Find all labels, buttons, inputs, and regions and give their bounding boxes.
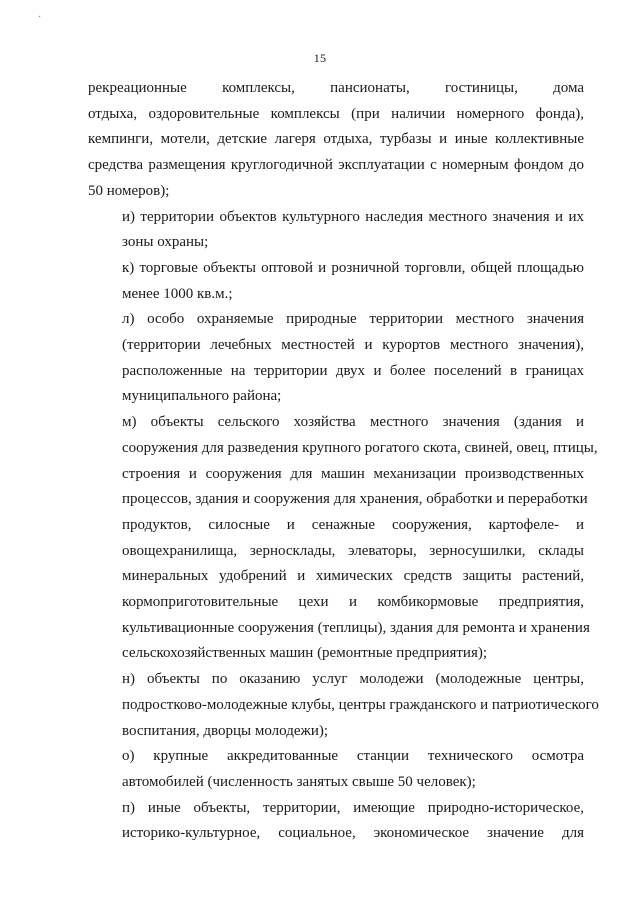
paragraph-item-l bbox=[88, 307, 584, 410]
text-line: процессов, здания и сооружения для хранения, обработки и переработки bbox=[122, 491, 588, 508]
document-body bbox=[88, 76, 599, 847]
text-line: 50 номеров); bbox=[88, 182, 170, 199]
paragraph-item-p bbox=[88, 796, 584, 847]
paragraph-item-m bbox=[88, 410, 598, 667]
text-line: муниципального района; bbox=[122, 388, 282, 405]
text-line: (территории лечебных местностей и курортов местного значения), bbox=[122, 337, 584, 354]
text-line: менее 1000 кв.м.; bbox=[122, 285, 233, 302]
text-line: о) крупные аккредитованные станции технического осмотра bbox=[122, 748, 584, 765]
text-line: и) территории объектов культурного наследия местного значения и их bbox=[122, 208, 584, 225]
text-line: историко-культурное, социальное, экономическое значение для bbox=[122, 825, 584, 842]
text-line: автомобилей (численность занятых свыше 50 человек); bbox=[122, 773, 476, 790]
text-line: отдыха, оздоровительные комплексы (при наличии номерного фонда), bbox=[88, 105, 584, 122]
text-line: н) объекты по оказанию услуг молодежи (молодежные центры, bbox=[122, 671, 584, 688]
scan-corner-mark: · bbox=[38, 12, 42, 23]
paragraph-item-o bbox=[88, 744, 584, 795]
text-line: сооружения для разведения крупного рогатого скота, свиней, овец, птицы, bbox=[122, 439, 598, 456]
paragraph-item-k bbox=[88, 256, 584, 307]
text-line: средства размещения круглогодичной эксплуатации с номерным фондом до bbox=[88, 157, 584, 174]
text-line: культивационные сооружения (теплицы), здания для ремонта и хранения bbox=[122, 619, 590, 636]
text-line: расположенные на территории двух и более поселений в границах bbox=[122, 362, 584, 379]
text-line: строения и сооружения для машин механизации производственных bbox=[122, 465, 584, 482]
text-line: воспитания, дворцы молодежи); bbox=[122, 722, 329, 739]
text-line: п) иные объекты, территории, имеющие природно-историческое, bbox=[122, 799, 584, 816]
text-line: продуктов, силосные и сенажные сооружения, картофеле- и bbox=[122, 516, 584, 533]
text-line: л) особо охраняемые природные территории местного значения bbox=[122, 311, 584, 328]
paragraph-item-n bbox=[88, 667, 599, 744]
text-line: подростково-молодежные клубы, центры гражданского и патриотического bbox=[122, 696, 599, 713]
text-line: к) торговые объекты оптовой и розничной торговли, общей площадью bbox=[122, 259, 584, 276]
text-line: зоны охраны; bbox=[122, 234, 209, 251]
text-line: м) объекты сельского хозяйства местного значения (здания и bbox=[122, 414, 584, 431]
text-line: сельскохозяйственных машин (ремонтные предприятия); bbox=[122, 645, 488, 662]
text-line: кормоприготовительные цехи и комбикормовые предприятия, bbox=[122, 594, 584, 611]
page-number: 15 bbox=[313, 51, 327, 65]
text-line: рекреационные комплексы, пансионаты, гостиницы, дома bbox=[88, 80, 584, 96]
text-line: овощехранилища, зерносклады, элеваторы, зерносушилки, склады bbox=[122, 542, 584, 559]
text-line: кемпинги, мотели, детские лагеря отдыха, турбазы и иные коллективные bbox=[88, 131, 584, 148]
paragraph-recreation-facilities bbox=[88, 76, 584, 205]
text-line: минеральных удобрений и химических средств защиты растений, bbox=[122, 568, 584, 585]
paragraph-item-i bbox=[88, 205, 584, 256]
